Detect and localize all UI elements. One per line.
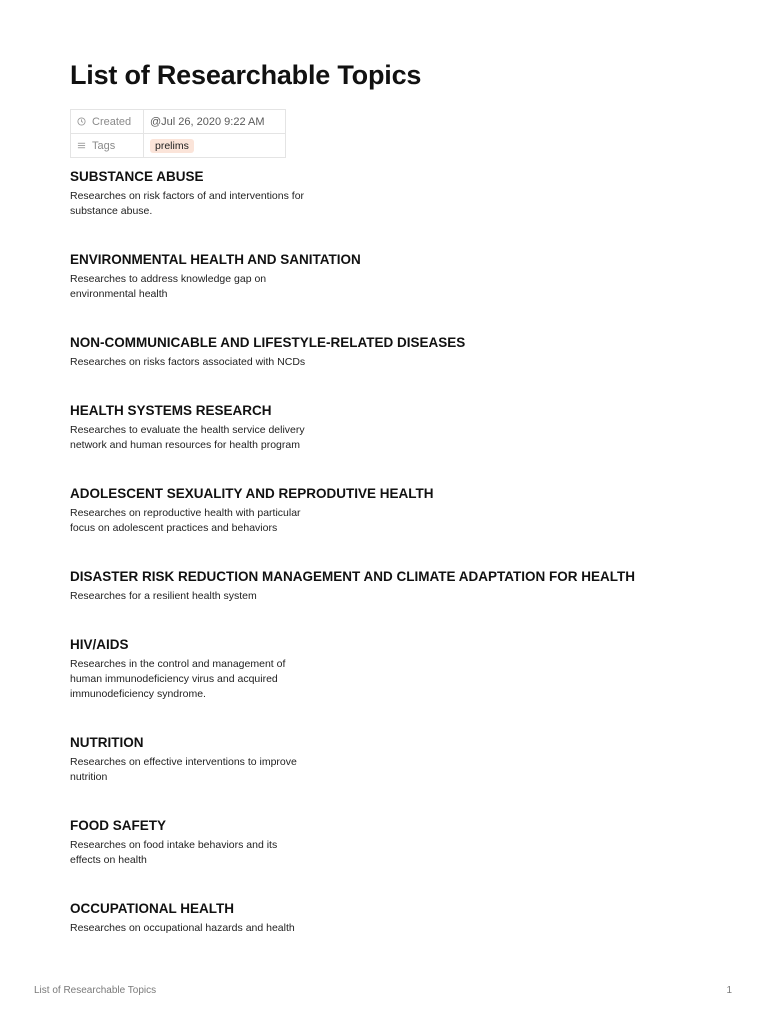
topic-description-line: substance abuse. xyxy=(70,205,153,217)
footer-page-number: 1 xyxy=(726,985,732,996)
property-value-tags xyxy=(144,134,286,158)
topic-description-line: Researches on reproductive health with particular xyxy=(70,507,301,519)
topic-hiv-aids xyxy=(70,637,710,702)
topic-description xyxy=(70,506,360,536)
list-icon xyxy=(77,141,86,150)
topic-title: FOOD SAFETY xyxy=(70,818,167,833)
topic-title: HIV/AIDS xyxy=(70,637,129,652)
topic-description-line: Researches on effective interventions to improve xyxy=(70,756,297,768)
topic-title: NUTRITION xyxy=(70,735,144,750)
topic-description xyxy=(70,272,360,302)
property-key-tags xyxy=(71,134,144,158)
page-title: List of Researchable Topics xyxy=(70,60,422,90)
topic-title: ADOLESCENT SEXUALITY AND REPRODUTIVE HEALTH xyxy=(70,486,434,501)
topic-title: SUBSTANCE ABUSE xyxy=(70,169,204,184)
topic-description-line: network and human resources for health program xyxy=(70,439,300,451)
topic-description xyxy=(70,657,360,702)
topic-description-line: Researches to address knowledge gap on xyxy=(70,273,267,285)
topic-description-line: Researches on risks factors associated with NCDs xyxy=(70,356,306,368)
property-row-tags xyxy=(71,134,286,158)
topic-description-line: Researches to evaluate the health service delivery xyxy=(70,424,305,436)
topic-disaster-risk-reduction xyxy=(70,569,710,604)
topic-description-line: focus on adolescent practices and behaviors xyxy=(70,522,278,534)
topic-substance-abuse xyxy=(70,169,710,219)
topic-description-line: Researches on food intake behaviors and its xyxy=(70,839,278,851)
topic-adolescent-sexuality xyxy=(70,486,710,536)
topic-description xyxy=(70,355,360,370)
topic-description xyxy=(70,423,360,453)
topic-title: HEALTH SYSTEMS RESEARCH xyxy=(70,403,272,418)
topic-description-line: effects on health xyxy=(70,854,147,866)
topic-environmental-health xyxy=(70,252,710,302)
topic-description-line: Researches on risk factors of and interventions for xyxy=(70,190,305,202)
property-label-tags: Tags xyxy=(92,139,116,152)
topic-description-line: nutrition xyxy=(70,771,108,783)
tag-badge[interactable]: prelims xyxy=(150,139,194,153)
footer-document-title: List of Researchable Topics xyxy=(34,985,157,996)
topic-description xyxy=(70,838,360,868)
topic-description xyxy=(70,189,360,219)
topic-health-systems-research xyxy=(70,403,710,453)
topic-non-communicable-diseases xyxy=(70,335,710,370)
topic-description xyxy=(70,589,360,604)
topic-nutrition xyxy=(70,735,710,785)
topic-description-line: Researches on occupational hazards and health xyxy=(70,922,295,934)
topic-occupational-health xyxy=(70,901,710,936)
property-label-created: Created xyxy=(92,115,132,128)
property-row-created xyxy=(71,110,286,134)
property-value-created[interactable]: @Jul 26, 2020 9:22 AM xyxy=(144,110,286,134)
topic-description-line: immunodeficiency syndrome. xyxy=(70,688,206,700)
topic-description-line: human immunodeficiency virus and acquired xyxy=(70,673,278,685)
topic-description-line: Researches for a resilient health system xyxy=(70,590,257,602)
topic-description-line: environmental health xyxy=(70,288,168,300)
topic-title: DISASTER RISK REDUCTION MANAGEMENT AND CLIMATE ADAPTATION FOR HEALTH xyxy=(70,569,635,584)
property-key-created xyxy=(71,110,144,134)
topic-title: OCCUPATIONAL HEALTH xyxy=(70,901,234,916)
topic-description xyxy=(70,755,360,785)
clock-icon xyxy=(77,117,86,126)
topic-title: NON-COMMUNICABLE AND LIFESTYLE-RELATED DISEASES xyxy=(70,335,466,350)
topic-description xyxy=(70,921,360,936)
topic-description-line: Researches in the control and management of xyxy=(70,658,286,670)
topic-food-safety xyxy=(70,818,710,868)
topic-title: ENVIRONMENTAL HEALTH AND SANITATION xyxy=(70,252,361,267)
properties-table xyxy=(70,109,286,158)
